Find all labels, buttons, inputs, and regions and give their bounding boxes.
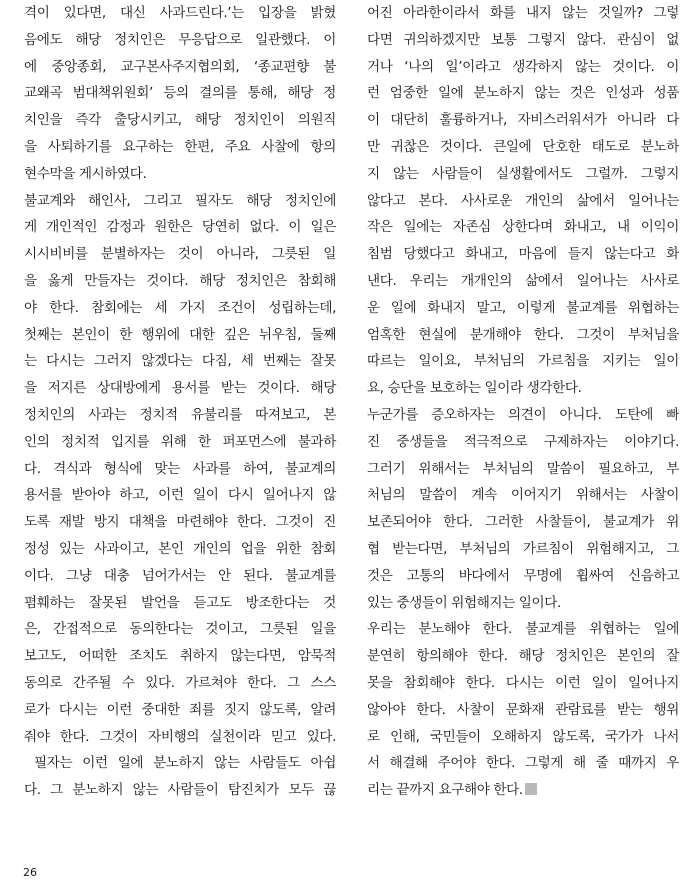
text-line: 폄훼하는 잘못된 발언을 듣고도 방조한다는 것 (24, 594, 336, 611)
text-line: 않다고 본다. 사사로운 개인의 삶에서 일어나는 (367, 192, 679, 209)
text-line: 이다. 그냥 대충 넘어가서는 안 된다. 불교계를 (24, 567, 336, 584)
text-line: 필자는 이런 일에 분노하지 않는 사람들도 아쉽 (24, 755, 336, 772)
text-line: 서 해결해 주어야 한다. 그렇게 해 줄 때까지 우 (367, 755, 679, 772)
text-line: 누군가를 증오하자는 의견이 아니다. 도탄에 빠 (367, 406, 679, 423)
text-line: 다. 그 분노하지 않는 사람들이 탐진치가 모두 끊 (24, 782, 336, 799)
text-line: 불교계와 해인사, 그리고 필자도 해당 정치인에 (24, 192, 336, 209)
text-line: 정성 있는 사과이고, 본인 개인의 업을 위한 참회 (24, 540, 336, 557)
text-line: 않아야 한다. 사찰이 문화재 관람료를 받는 행위 (367, 701, 679, 718)
text-line: 을 옳게 만들자는 것이다. 해당 정치인은 참회해 (24, 272, 336, 289)
text-line: 정치인의 사과는 정치적 유불리를 따져보고, 본 (24, 406, 336, 423)
text-line: 인의 정치적 입지를 위해 한 퍼포먼스에 불과하 (24, 433, 336, 450)
left-column (24, 0, 336, 804)
final-line (367, 777, 679, 804)
text-line: 음에도 해당 정치인은 무응답으로 일관했다. 이 (24, 31, 336, 48)
text-line: 작은 일에는 자존심 상한다며 화내고, 내 이익이 (367, 219, 679, 236)
text-line: 은, 간접적으로 동의한다는 것이고, 그릇된 일을 (24, 621, 336, 638)
text-line: 못을 참회해야 한다. 다시는 이런 일이 일어나지 (367, 674, 679, 691)
text-line: 진 중생들을 적극적으로 구제하자는 이야기다. (367, 433, 679, 450)
text-line: 그러기 위해서는 부처님의 말씀이 필요하고, 부 (367, 460, 679, 477)
text-line: 낸다. 우리는 개개인의 삶에서 일어나는 사사로 (367, 272, 679, 289)
text-line: 요, 승단을 보호하는 일이라 생각한다. (367, 380, 582, 397)
text-line: 도록 재발 방지 대책을 마련해야 한다. 그것이 진 (24, 514, 336, 531)
text-line: 에 중앙종회, 교구본사주지협의회, ‘종교편향 불 (24, 58, 336, 75)
text-line: 운 일에 화내지 말고, 이렇게 불교계를 위협하는 (367, 299, 679, 316)
text-line: 보존되어야 한다. 그러한 사찰들이, 불교계가 위 (367, 514, 679, 531)
text-line: 우리는 분노해야 한다. 불교계를 위협하는 일에 (367, 621, 679, 638)
text-line: 따르는 일이요, 부처님의 가르침을 지키는 일이 (367, 353, 679, 370)
text-line: 엄혹한 현실에 분개해야 한다. 그것이 부처님을 (367, 326, 679, 343)
text-line: 협 받는다면, 부처님의 가르침이 위험해지고, 그 (367, 540, 679, 557)
text-line: 야 한다. 참회에는 세 가지 조건이 성립하는데, (24, 299, 336, 316)
text-line: 시시비비를 분별하자는 것이 아니라, 그릇된 일 (24, 246, 336, 263)
text-line: 다. 격식과 형식에 맞는 사과를 하여, 불교계의 (24, 460, 336, 477)
text-line: 용서를 받아야 하고, 이런 일이 다시 일어나지 않 (24, 487, 336, 504)
text-line: 는 다시는 그러지 않겠다는 다짐, 세 번째는 잘못 (24, 353, 336, 370)
text-line: 을 사퇴하기를 요구하는 한편, 주요 사찰에 항의 (24, 138, 336, 155)
text-line: 로 인해, 국민들이 오해하지 않도록, 국가가 나서 (367, 728, 679, 745)
text-line: 치인을 즉각 출당시키고, 해당 정치인이 의원직 (24, 112, 336, 129)
text-line: 줘야 한다. 그것이 자비행의 실천이라 믿고 있다. (24, 728, 336, 745)
text-line: 분연히 항의해야 한다. 해당 정치인은 본인의 잘 (367, 648, 679, 665)
text-line: 교왜곡 범대책위원회’ 등의 결의를 통해, 해당 정 (24, 85, 336, 102)
text-line: 것은 고통의 바다에서 무명에 휩싸여 신음하고 (367, 567, 679, 584)
text-line: 어진 아라한이라서 화를 내지 않는 것일까? 그렇 (367, 5, 679, 21)
text-line: 동의로 간주될 수 있다. 가르쳐야 한다. 그 스스 (24, 674, 336, 691)
text-line: 로가 다시는 이런 중대한 죄를 짓지 않도록, 알려 (24, 701, 336, 718)
text-line: 현수막을 게시하였다. (24, 165, 147, 182)
text-line: 다면 귀의하겠지만 보통 그렇지 않다. 관심이 없 (367, 31, 679, 48)
text-line: 첫째는 본인이 한 행위에 대한 깊은 뉘우침, 둘째 (24, 326, 336, 343)
text-line: 게 개인적인 감정과 원한은 당연히 없다. 이 일은 (24, 219, 336, 236)
text-line: 있는 중생들이 위험해지는 일이다. (367, 594, 561, 611)
text-line: 격이 있다면, 대신 사과드린다.’는 입장을 밝혔 (24, 5, 336, 21)
text-line: 거나 ‘나의 일’이라고 생각하지 않는 것이다. 이 (367, 58, 679, 75)
final-line-text: 리는 끝까지 요구해야 한다. (367, 782, 523, 799)
text-line: 지 않는 사람들이 실생활에서도 그럴까. 그렇지 (367, 165, 679, 182)
text-line: 을 저지른 상대방에게 용서를 받는 것이다. 해당 (24, 380, 336, 397)
page-number: 26 (23, 866, 37, 879)
text-line: 처님의 말씀이 계속 이어지기 위해서는 사찰이 (367, 487, 679, 504)
text-line: 침범 당했다고 화내고, 마음에 들지 않는다고 화 (367, 246, 679, 263)
end-square-icon (525, 783, 537, 795)
text-line: 런 엄중한 일에 분노하지 않는 것은 인성과 성품 (367, 85, 679, 102)
right-column (367, 0, 679, 804)
text-line: 보고도, 어떠한 조치도 취하지 않는다면, 암묵적 (24, 648, 336, 665)
text-line: 만 귀찮은 것이다. 큰일에 단호한 태도로 분노하 (367, 138, 679, 155)
text-line: 이 대단히 훌륭하거나, 자비스러워서가 아니라 다 (367, 112, 679, 129)
